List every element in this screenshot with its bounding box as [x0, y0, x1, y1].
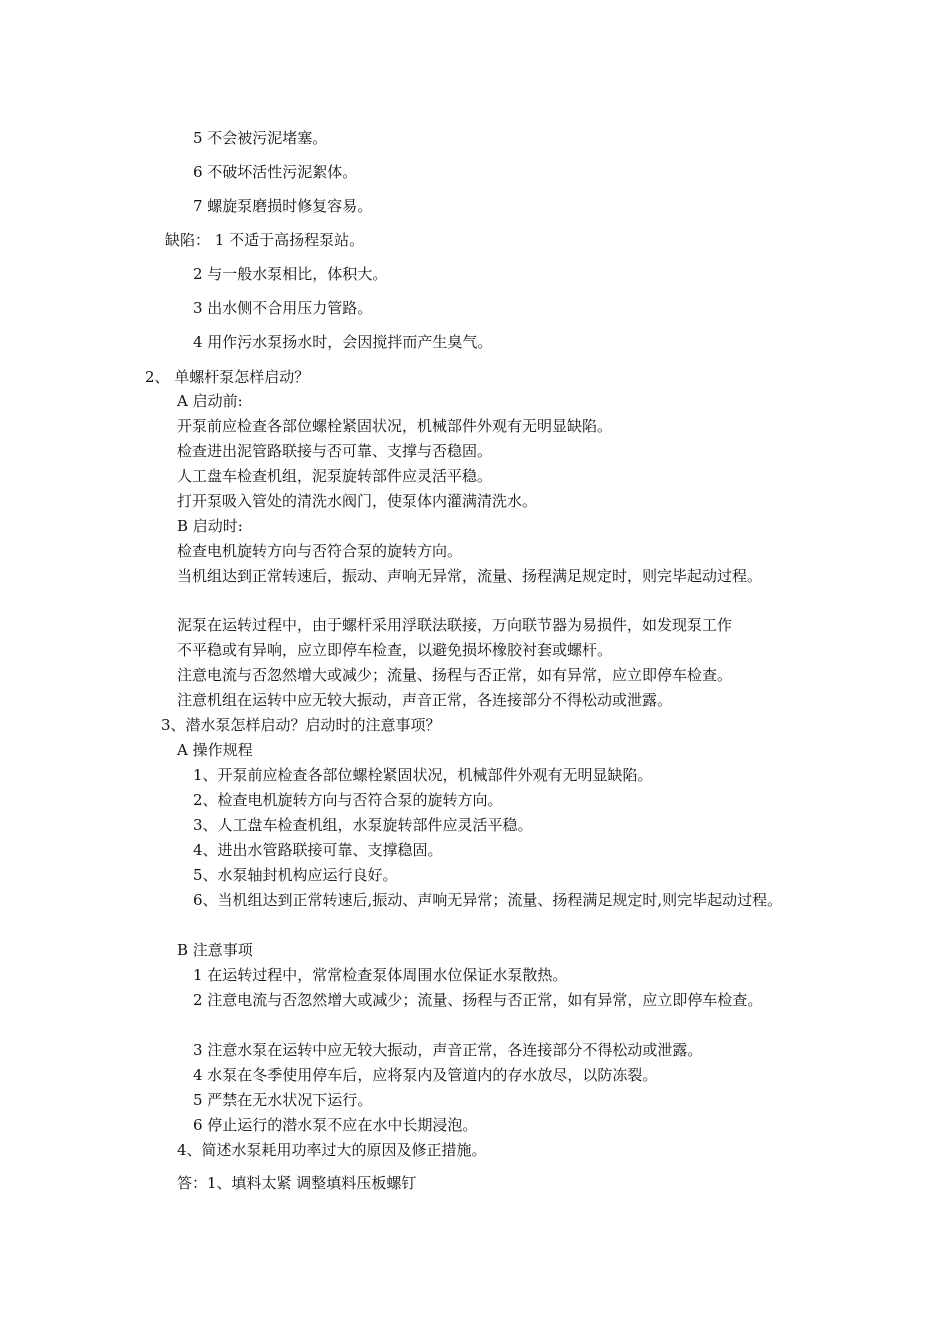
q3-a-item-1: 1、开泵前应检查各部位螺栓紧固状况，机械部件外观有无明显缺陷。 [193, 766, 653, 784]
q2-b-item-3-line-2: 不平稳或有异响，应立即停车检查，以避免损坏橡胶衬套或螺杆。 [177, 641, 613, 659]
disadvantage-4: 4 用作污水泵扬水时，会因搅拌而产生臭气。 [193, 333, 493, 351]
disadvantage-3: 3 出水侧不合用压力管路。 [193, 299, 373, 317]
q3-a-item-3: 3、人工盘车检查机组，水泵旋转部件应灵活平稳。 [193, 816, 533, 834]
q3-section-a: A 操作规程 [177, 741, 253, 759]
q3-a-item-6: 6、当机组达到正常转速后,振动、声响无异常；流量、扬程满足规定时,则完毕起动过程。 [193, 891, 783, 909]
q2-section-a: A 启动前: [177, 392, 243, 410]
advantage-6: 6 不破坏活性污泥絮体。 [193, 163, 358, 181]
q2-b-item-4: 注意电流与否忽然增大或减少；流量、扬程与否正常，如有异常，应立即停车检查。 [177, 666, 733, 684]
question-2-title: 2、 单螺杆泵怎样启动？ [145, 368, 310, 386]
advantage-5: 5 不会被污泥堵塞。 [193, 129, 328, 147]
q3-b-item-6: 6 停止运行的潜水泵不应在水中长期浸泡。 [193, 1116, 478, 1134]
q3-b-item-1: 1 在运转过程中，常常检查泵体周围水位保证水泵散热。 [193, 966, 568, 984]
q3-b-item-4: 4 水泵在冬季使用停车后，应将泵内及管道内的存水放尽，以防冻裂。 [193, 1066, 658, 1084]
q3-b-item-2: 2 注意电流与否忽然增大或减少；流量、扬程与否正常，如有异常，应立即停车检查。 [193, 991, 763, 1009]
q3-a-item-2: 2、检查电机旋转方向与否符合泵的旋转方向。 [193, 791, 503, 809]
advantage-7: 7 螺旋泵磨损时修复容易。 [193, 197, 373, 215]
disadvantage-1: 缺陷： 1 不适于高扬程泵站。 [165, 231, 365, 249]
q2-a-item-3: 人工盘车检查机组，泥泵旋转部件应灵活平稳。 [177, 467, 493, 485]
q4-answer-1: 答：1、填料太紧 调整填料压板螺钉 [177, 1174, 417, 1192]
question-4-title: 4、简述水泵耗用功率过大的原因及修正措施。 [177, 1141, 487, 1159]
disadvantage-2: 2 与一般水泵相比，体积大。 [193, 265, 388, 283]
q3-b-item-3: 3 注意水泵在运转中应无较大振动，声音正常，各连接部分不得松动或泄露。 [193, 1041, 703, 1059]
q2-a-item-1: 开泵前应检查各部位螺栓紧固状况，机械部件外观有无明显缺陷。 [177, 417, 613, 435]
q2-section-b: B 启动时: [177, 517, 243, 535]
q2-b-item-3-line-1: 泥泵在运转过程中，由于螺杆采用浮联法联接，万向联节器为易损件，如发现泵工作 [177, 616, 733, 634]
q3-a-item-5: 5、水泵轴封机构应运行良好。 [193, 866, 398, 884]
q3-section-b: B 注意事项 [177, 941, 253, 959]
q2-b-item-1: 检查电机旋转方向与否符合泵的旋转方向。 [177, 542, 463, 560]
q2-a-item-2: 检查进出泥管路联接与否可靠、支撑与否稳固。 [177, 442, 493, 460]
q3-a-item-4: 4、进出水管路联接可靠、支撑稳固。 [193, 841, 443, 859]
q3-b-item-5: 5 严禁在无水状况下运行。 [193, 1091, 373, 1109]
q2-a-item-4: 打开泵吸入管处的清洗水阀门，使泵体内灌满清洗水。 [177, 492, 538, 510]
question-3-title: 3、潜水泵怎样启动？启动时的注意事项？ [161, 716, 441, 734]
q2-b-item-5: 注意机组在运转中应无较大振动，声音正常，各连接部分不得松动或泄露。 [177, 691, 673, 709]
q2-b-item-2: 当机组达到正常转速后，振动、声响无异常，流量、扬程满足规定时，则完毕起动过程。 [177, 567, 763, 585]
